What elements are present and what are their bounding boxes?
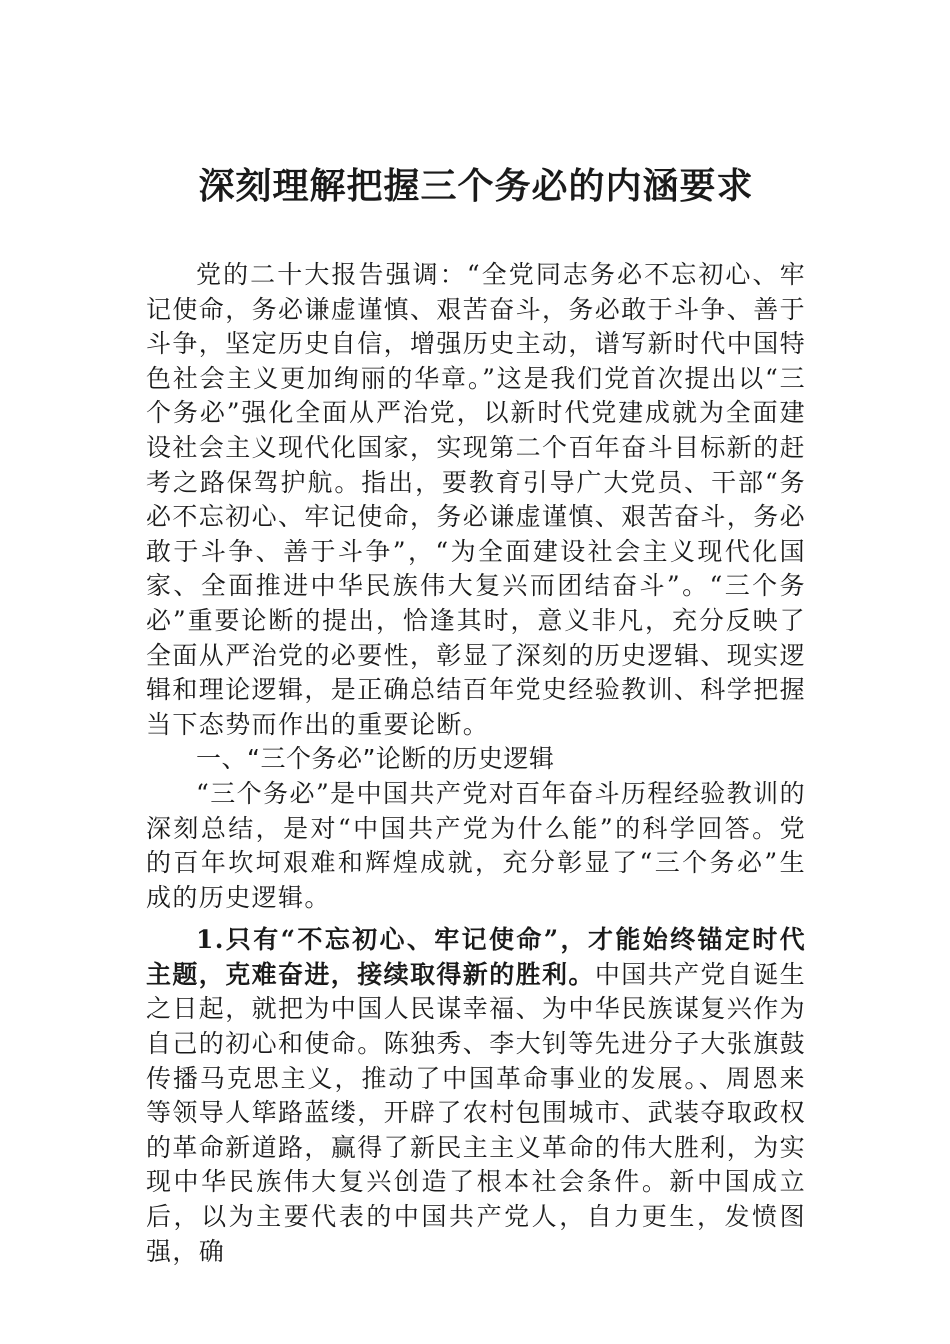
document-title: 深刻理解把握三个务必的内涵要求 — [198, 165, 754, 207]
paragraph-point-1 — [146, 923, 806, 1269]
point-1-lead: 1.只有“不忘初心、牢记使命”，才能始终锚定时代主题，克难奋进，接续取得新的胜利。 — [146, 925, 806, 989]
point-1-text: 中国共产党自诞生之日起，就把为中国人民谋幸福、为中华民族谋复兴作为自己的初心和使命。陈独秀、李大钊等先进分子大张旗鼓传播马克思主义，推动了中国革命事业的发展。、周恩来等领导人筚路蓝缕，开辟了农村包围城市、武装夺取政权的革命新道路，赢得了新民主主义革命的伟大胜利，为实现中华民族伟大复兴创造了根本社会条件。新中国成立后，以为主要代表的中国共产党人，自力更生，发愤图强，确 — [146, 959, 807, 1266]
document-body — [146, 258, 806, 1269]
section-heading-1: 一、“三个务必”论断的历史逻辑 — [196, 744, 555, 774]
paragraph-section-1-intro: “三个务必”是中国共产党对百年奋斗历程经验教训的深刻总结，是对“中国共产党为什么能”的科学回答。党的百年坎坷艰难和辉煌成就，充分彰显了“三个务必”生成的历史逻辑。 — [146, 778, 806, 912]
paragraph-intro: 党的二十大报告强调：“全党同志务必不忘初心、牢记使命，务必谦虚谨慎、艰苦奋斗，务必敢于斗争、善于斗争，坚定历史自信，增强历史主动，谱写新时代中国特色社会主义更加绚丽的华章。”这是我们党首次提出以“三个务必”强化全面从严治党，以新时代党建成就为全面建设社会主义现代化国家，实现第二个百年奋斗目标新的赶考之路保驾护航。指出，要教育引导广大党员、干部“务必不忘初心、牢记使命，务必谦虚谨慎、艰苦奋斗，务必敢于斗争、善于斗争”，“为全面建设社会主义现代化国家、全面推进中华民族伟大复兴而团结奋斗”。“三个务必”重要论断的提出，恰逢其时，意义非凡，充分反映了全面从严治党的必要性，彰显了深刻的历史逻辑、现实逻辑和理论逻辑，是正确总结百年党史经验教训、科学把握当下态势而作出的重要论断。 — [146, 260, 807, 739]
